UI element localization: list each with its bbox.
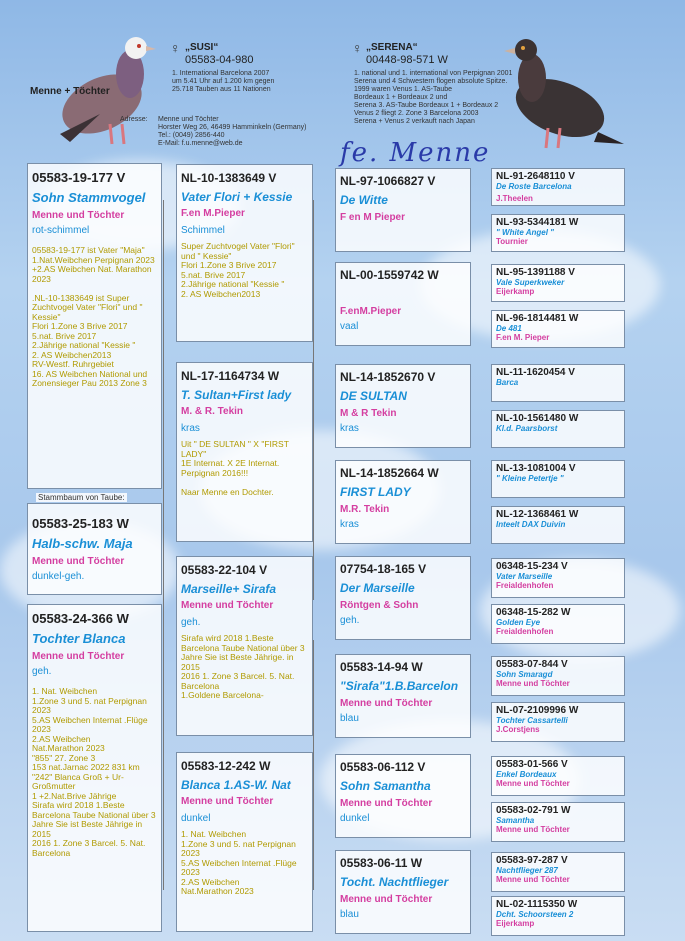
pigeon-name: Dcht. Schoorsteen 2: [496, 910, 574, 919]
subject-card: [27, 503, 162, 595]
gen3-card: [335, 168, 471, 252]
color-label: dunkel: [340, 813, 370, 824]
color-label: blau: [340, 713, 359, 724]
color-label: kras: [181, 423, 200, 434]
owner: Eijerkamp: [496, 919, 535, 928]
ring-number: 05583-14-94 W: [340, 660, 423, 674]
ring-number: 05583-22-104 V: [181, 563, 268, 577]
ring-number: 05583-12-242 W: [181, 759, 271, 773]
gen4-card: [491, 852, 625, 892]
gen4-card: [491, 656, 625, 696]
pigeon-name: Sohn Stammvogel: [32, 190, 146, 205]
ring-number: 05583-24-366 W: [32, 611, 129, 626]
gen4-card: [491, 310, 625, 348]
owner: F.en M. Pieper: [496, 333, 550, 342]
ring-number: NL-12-1368461 W: [496, 509, 579, 520]
signature: fe. Menne: [340, 138, 491, 168]
ring-number: NL-95-1391188 V: [496, 267, 575, 278]
color-label: geh.: [181, 617, 201, 628]
ring-number: NL-10-1561480 W: [496, 413, 579, 424]
gen4-card: [491, 756, 625, 796]
notes: Super Zuchtvogel Vater "Flori" und " Kessie" Flori 1.Zone 3 Brive 2017 5.nat. Brive 2017 2.Jährige national "Kessie " 2. AS Weibchen2013: [181, 241, 295, 299]
owner: Tournier: [496, 237, 528, 246]
connector-line: [313, 640, 314, 890]
owner: M & R Tekin: [340, 408, 397, 419]
owner: Menne und Töchter: [32, 651, 125, 662]
susi-ring: 05583-04-980: [185, 54, 254, 66]
gen2-card: [176, 556, 313, 736]
ring-number: 06348-15-234 V: [496, 561, 568, 572]
owner: Menne und Töchter: [181, 600, 274, 611]
pigeon-name: T. Sultan+First lady: [181, 388, 292, 402]
pigeon-name: Samantha: [496, 816, 535, 825]
color-label: kras: [340, 519, 359, 530]
owner: J.Theelen: [496, 194, 533, 203]
owner: F.en M.Pieper: [181, 208, 245, 219]
owner: M.R. Tekin: [340, 504, 390, 515]
owner: Menne und Töchter: [496, 825, 570, 834]
gen4-card: [491, 506, 625, 544]
ring-number: 05583-06-112 V: [340, 760, 426, 774]
ring-number: 05583-01-566 V: [496, 759, 568, 770]
susi-text: 1. International Barcelona 2007 um 5.41 Uhr auf 1.200 km gegen 25.718 Tauben aus 11 Nationen: [172, 70, 275, 94]
ring-number: NL-91-2648110 V: [496, 171, 575, 182]
connector-line: [313, 200, 314, 600]
owner: Menne und Töchter: [340, 798, 433, 809]
ring-number: NL-17-1164734 W: [181, 369, 280, 383]
color-label: geh.: [32, 666, 52, 677]
gen3-card: [335, 754, 471, 838]
ring-number: NL-11-1620454 V: [496, 367, 575, 378]
color-label: blau: [340, 909, 359, 920]
color-label: vaal: [340, 321, 359, 332]
susi-female-symbol: ♀: [170, 40, 181, 56]
pigeon-name: Vale Superkweker: [496, 278, 565, 287]
owner: Menne und Töchter: [340, 894, 433, 905]
ring-number: NL-02-1115350 W: [496, 899, 578, 910]
serena-name: „SERENA“: [366, 42, 418, 53]
owner: Menne und Töchter: [496, 679, 570, 688]
ring-number: 07754-18-165 V: [340, 562, 427, 576]
pigeon-name: De Roste Barcelona: [496, 182, 572, 191]
color-label: kras: [340, 423, 359, 434]
ring-number: NL-14-1852670 V: [340, 370, 436, 384]
pigeon-name: Vater Marseille: [496, 572, 553, 581]
gen3-card: [335, 556, 471, 640]
notes: Uit " DE SULTAN " X "FIRST LADY" 1E Internat. X 2E Internat. Perpignan 2016!!! Naar Menne en Dochter.: [181, 439, 289, 497]
ring-number: 05583-06-11 W: [340, 856, 423, 870]
color-label: dunkel: [181, 813, 211, 824]
owner: Eijerkamp: [496, 287, 535, 296]
pigeon-name: Sohn Smaragd: [496, 670, 553, 679]
notes: 1. Nat. Weibchen 1.Zone 3 und 5. nat Perpignan 2023 5.AS Weibchen Internat .Flüge 2023 2.AS Weibchen Nat.Marathon 2023 "855" 27. Zone 3 153 nat.Jarnac 2022 831 km "242" Blanca Groß + Ur-Großmutter 1 +2.Nat.Brive Jährige Sirafa wird 2018 1.Beste Barcelona Taube National über 3 Jahre Sie ist Beste Jährige in 2015 2016 1. Zone 3 Barcel. 5. Nat. Barcelona: [32, 686, 156, 858]
gen4-card: [491, 702, 625, 742]
pigeon-name: " Kleine Petertje ": [496, 474, 564, 483]
pigeon-name: Der Marseille: [340, 581, 415, 595]
gen3-card: [335, 460, 471, 544]
notes: 1. Nat. Weibchen 1.Zone 3 und 5. nat Perpignan 2023 5.AS Weibchen Internat .Flüge 2023 2.AS Weibchen Nat.Marathon 2023: [181, 829, 297, 897]
stammbaum-label: Stammbaum von Taube:: [38, 493, 125, 502]
owner: F en M Pieper: [340, 212, 406, 223]
pigeon-name: Golden Eye: [496, 618, 541, 627]
owner: J.Corstjens: [496, 725, 540, 734]
color-label: geh.: [340, 615, 360, 626]
ring-number: 05583-19-177 V: [32, 170, 126, 185]
owner: Menne und Töchter: [496, 779, 570, 788]
ring-number: NL-93-5344181 W: [496, 217, 579, 228]
owner: F.enM.Pieper: [340, 306, 402, 317]
pigeon-name: Inteelt DAX Duivin: [496, 520, 566, 529]
header-left-label: Menne + Töchter: [30, 86, 110, 97]
gen3-card: [335, 364, 471, 448]
gen3-card: [335, 654, 471, 738]
pigeon-name: Barca: [496, 378, 519, 387]
pigeon-name: "Sirafa"1.B.Barcelon: [340, 679, 459, 693]
gen4-card: [491, 410, 625, 448]
gen2-card: [176, 164, 313, 342]
color-label: dunkel-geh.: [32, 571, 85, 582]
pigeon-name: Sohn Samantha: [340, 779, 431, 793]
pigeon-name: DE SULTAN: [340, 389, 407, 403]
gen4-card: [491, 802, 625, 842]
ring-number: NL-13-1081004 V: [496, 463, 576, 474]
gen4-card: [491, 364, 625, 402]
owner: Freialdenhofen: [496, 581, 554, 590]
gen4-card: [491, 460, 625, 498]
ring-number: 05583-25-183 W: [32, 516, 129, 531]
pigeon-name: Tochter Cassartelli: [496, 716, 568, 725]
pigeon-name: Kl.d. Paarsborst: [496, 424, 558, 433]
serena-female-symbol: ♀: [352, 40, 363, 56]
owner: M. & R. Tekin: [181, 406, 244, 417]
notes: Sirafa wird 2018 1.Beste Barcelona Taube National über 3 Jahre Sie ist Beste Jährige. in 2015 2016 1. Zone 3 Barcel. 5. Nat. Barcelona 1.Goldene Barcelona-: [181, 633, 305, 701]
gen3-card: [335, 262, 471, 346]
gen3-card: [335, 850, 471, 934]
connector-line: [163, 200, 164, 890]
serena-ring: 00448-98-571 W: [366, 54, 448, 66]
owner: Freialdenhofen: [496, 627, 554, 636]
ring-number: NL-10-1383649 V: [181, 171, 277, 185]
color-label: rot-schimmel: [32, 225, 90, 236]
owner: Menne und Töchter: [32, 556, 125, 567]
gen4-card: [491, 214, 625, 252]
pigeon-name: " White Angel ": [496, 228, 554, 237]
pigeon-name: Blanca 1.AS-W. Nat: [181, 778, 291, 792]
gen4-card: [491, 604, 625, 644]
pigeon-name: Nachtflieger 287: [496, 866, 558, 875]
owner: Menne und Töchter: [181, 796, 274, 807]
pigeon-name: De 481: [496, 324, 522, 333]
susi-name: „SUSI“: [185, 42, 219, 53]
ring-number: 05583-07-844 V: [496, 659, 568, 670]
ring-number: NL-00-1559742 W: [340, 268, 439, 282]
gen4-card: [491, 168, 625, 206]
pigeon-name: Enkel Bordeaux: [496, 770, 557, 779]
address-label: Adresse:: [120, 116, 148, 123]
ring-number: 05583-02-791 W: [496, 805, 571, 816]
ring-number: NL-14-1852664 W: [340, 466, 439, 480]
pigeon-name: Tocht. Nachtflieger: [340, 875, 449, 889]
owner: Menne und Töchter: [340, 698, 433, 709]
gen4-card: [491, 264, 625, 302]
gen2-card: [176, 362, 313, 542]
owner: Menne und Töchter: [496, 875, 570, 884]
pigeon-name: Marseille+ Sirafa: [181, 582, 277, 596]
serena-text: 1. national und 1. international von Perpignan 2001 Serena und 4 Schwestern flogen absolute Spitze. 1999 waren Venus 1. AS-Taube Bordeaux 1 + Bordeaux 2 und Serena 3. AS-Taube Bordeaux 1 + Bordeaux 2 Venus 2 fliegt 2. Zone 3 Barcelona 2003 Serena + Venus 2 verkauft nach Japan: [354, 70, 513, 126]
pigeon-name: Vater Flori + Kessie: [181, 190, 293, 204]
color-label: Schimmel: [181, 225, 225, 236]
ring-number: NL-96-1814481 W: [496, 313, 579, 324]
gen4-card: [491, 896, 625, 936]
ring-number: 05583-97-287 V: [496, 855, 568, 866]
sibling-top-card: [27, 163, 162, 489]
pigeon-name: FIRST LADY: [340, 485, 411, 499]
sibling-bottom-card: [27, 604, 162, 932]
ring-number: NL-97-1066827 V: [340, 174, 436, 188]
pigeon-name: De Witte: [340, 193, 388, 207]
pigeon-name: [340, 287, 466, 301]
gen2-card: [176, 752, 313, 932]
pigeon-name: Tochter Blanca: [32, 631, 126, 646]
ring-number: NL-07-2109996 W: [496, 705, 579, 716]
pigeon-name: Halb-schw. Maja: [32, 536, 133, 551]
owner: Menne und Töchter: [32, 210, 125, 221]
pigeon-image-right: [498, 28, 628, 156]
ring-number: 06348-15-282 W: [496, 607, 571, 618]
gen4-card: [491, 558, 625, 598]
address-text: Menne und Töchter Horster Weg 26, 46499 Hamminkeln (Germany) Tel.: (0049) 2856-440 E-Mail: f.u.menne@web.de: [158, 116, 307, 148]
notes: 05583-19-177 ist Vater "Maja" 1.Nat.Weibchen Perpignan 2023 +2.AS Weibchen Nat. Marathon 2023 .NL-10-1383649 ist Super Zuchtvogel Vater "Flori" und " Kessie" Flori 1.Zone 3 Brive 2017 5.nat. Brive 2017 2.Jährige national "Kessie " 2. AS Weibchen2013 RV-Westf. Ruhrgebiet 16. AS Weibchen National und Zonensieger Pau 2013 Zone 3: [32, 245, 155, 389]
owner: Röntgen & Sohn: [340, 600, 419, 611]
